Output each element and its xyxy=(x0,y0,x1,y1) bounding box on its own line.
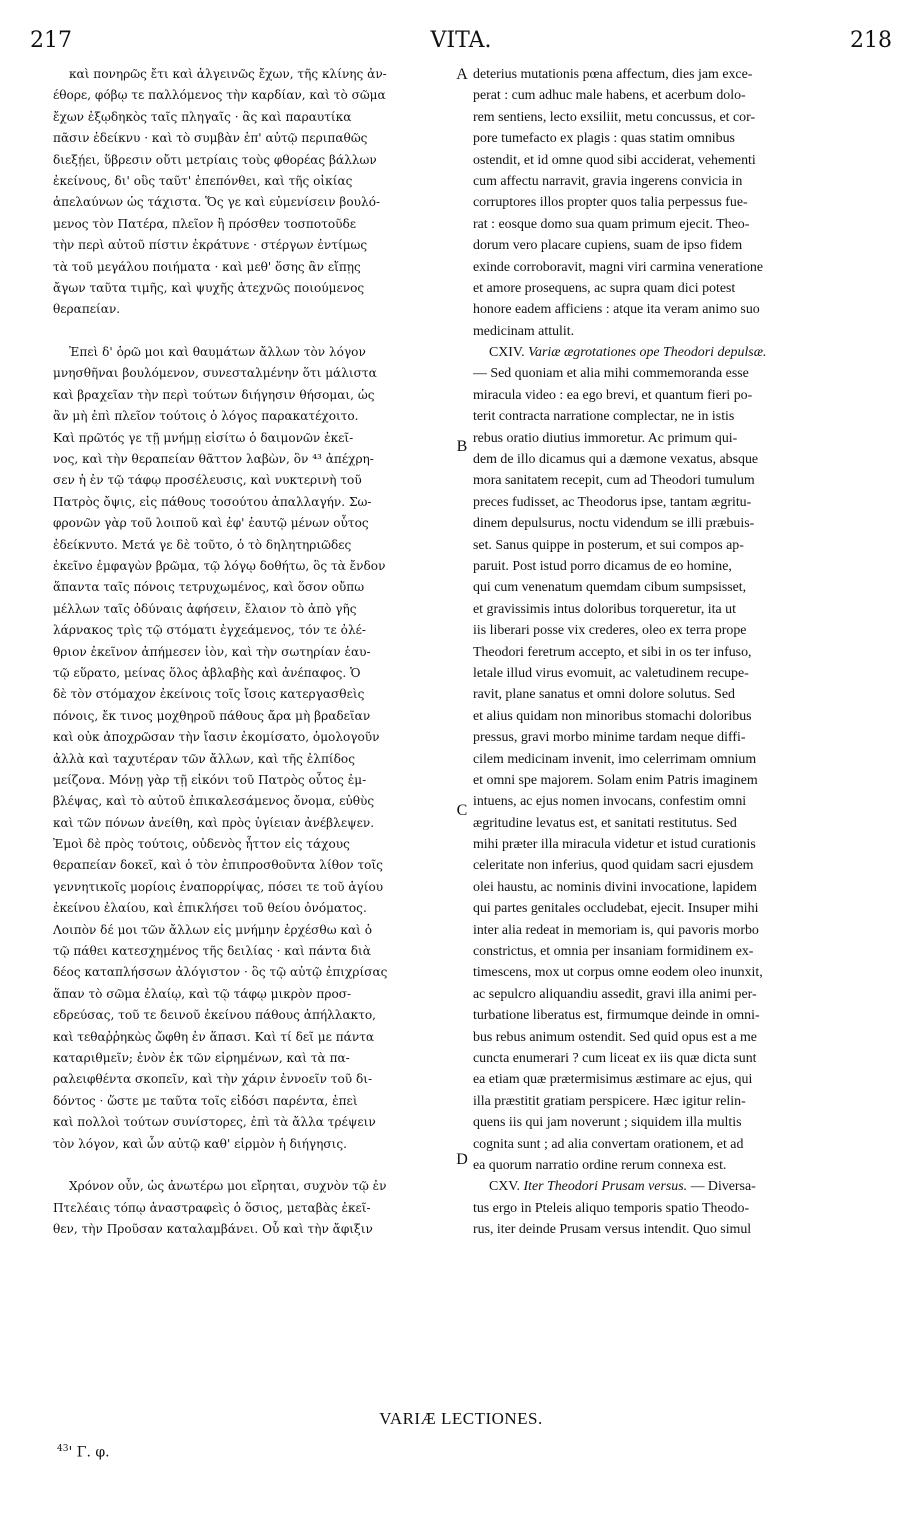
greek-text-line: ἐκείνους, δι' οὓς ταῦτ' ἐπεπόνθει, καὶ τῆς οἰκίας xyxy=(53,173,353,188)
latin-text-line: dem de illo dicamus qui a dæmone vexatus, absque xyxy=(473,452,759,468)
latin-text-line: qui partes genitales occludebat, ejecit. Insuper mihi xyxy=(473,901,759,917)
latin-text-line: cum affectu narravit, gravia ingerens convicia in xyxy=(473,173,743,189)
latin-text-line: ac sepulcro aliquandiu assedit, gravi illa animi per- xyxy=(473,986,757,1002)
greek-text-line: Πατρὸς ὄψις, εἰς πάθους τοσούτου ἀπαλλαγήν. Σω- xyxy=(53,494,372,509)
latin-text-line: ravit, plane sanatus et omni dolore solutus. Sed xyxy=(473,687,735,703)
greek-text-line: σεν ἡ ἐν τῷ τάφῳ προσέλευσις, καὶ νυκτερινὴ τοῦ xyxy=(53,473,362,488)
footnote-number: 43 xyxy=(57,1444,69,1454)
greek-text-line: ἐκεῖνο ἐμφαγὼν βρῶμα, τῷ λόγῳ δοθήτω, ὃς τὰ ἔνδον xyxy=(53,558,386,573)
greek-text-line: πόνοις, ἔκ τινος μοχθηροῦ πάθους ἄρα μὴ βραδεῖαν xyxy=(53,708,371,723)
greek-text-line: δόντος · ὥστε με ταῦτα τοῖς εἰδόσι παρέντα, ἐπεὶ xyxy=(53,1093,358,1108)
latin-text-line: Theodori feretrum accepto, et sibi in os ter infuso, xyxy=(473,644,752,660)
latin-text-line: inter alia redeat in memoriam is, qui pavoris morbo xyxy=(473,922,759,938)
greek-text-line: Ἐμοὶ δὲ πρὸς τούτοις, οὐδενὸς ἧττον εἰς τάχους xyxy=(53,837,350,852)
latin-text-line: mora sanitatem recepit, cum ad Theodori tumulum xyxy=(473,473,755,489)
latin-text-line: cuncta enumerari ? cum liceat ex iis quæ dicta sunt xyxy=(473,1050,757,1066)
latin-text-line: perat : cum adhuc male habens, et acerbum dolo- xyxy=(473,88,746,104)
greek-text-line: ἀπελαύνων ὡς τάχιστα. Ὅς γε καὶ εὐμενίσειν βουλό- xyxy=(53,195,381,210)
latin-text-line: tus ergo in Pteleis aliquo temporis spatio Theodo- xyxy=(473,1200,750,1216)
latin-text-line: miracula video : ea ego brevi, et quantum fieri po- xyxy=(473,387,753,403)
page-number-left: 217 xyxy=(30,28,72,53)
greek-text-line: ἀλλὰ καὶ ταχυτέραν τῶν ἄλλων, καὶ τῆς ἐλπίδος xyxy=(53,751,355,766)
greek-text-line: θριον ἐκεῖνον ἀπήμεσεν ἰὸν, καὶ τὴν σωτηρίαν ἑαυ- xyxy=(53,644,371,659)
latin-text-line: et gravissimis intus doloribus torqueretur, ita ut xyxy=(473,601,736,617)
latin-text-line: turbatione liberatus est, firmumque deinde in omni- xyxy=(473,1008,760,1024)
latin-text-line: pressus, gravi morbo minime tardam neque diffi- xyxy=(473,730,746,746)
running-title: VITA. xyxy=(430,28,492,53)
greek-text-column xyxy=(53,64,450,1240)
latin-text-line xyxy=(473,342,895,363)
greek-text-line: τὴν περὶ αὐτοῦ πίστιν ἐκράτυνε · στέργων ἐντίμως xyxy=(53,238,368,253)
greek-text-line: τὰ τοῦ μεγάλου ποιήματα · καὶ μεθ' ὅσης ἂν εἴπῃς xyxy=(53,259,361,274)
chapter-number: CXIV. xyxy=(489,345,529,361)
latin-text-line: iis liberari posse vix crederes, oleo ex terra prope xyxy=(473,623,747,639)
latin-text-line: rebus oratio diutius immoretur. Ac primum qui- xyxy=(473,430,738,446)
chapter-title: Variæ ægrotationes ope Theodori depulsæ. xyxy=(528,345,767,361)
greek-text-line: Λοιπὸν δέ μοι τῶν ἄλλων εἰς μνήμην ἐρχέσθω καὶ ὁ xyxy=(53,922,373,937)
latin-text-line: ægritudine levatus est, et sanitati restitutus. Sed xyxy=(473,815,737,831)
section-marker: C xyxy=(456,802,468,820)
chapter-number: CXV. xyxy=(489,1179,524,1195)
greek-text-line: Πτελέαις τόπῳ ἀναστραφεὶς ὁ ὅσιος, μεταβὰς ἐκεῖ- xyxy=(53,1200,371,1215)
latin-text-line: cognita sunt ; ad alia convertam orationem, et ad xyxy=(473,1136,744,1152)
greek-text-line: γεννητικοῖς μορίοις ἐναπορρίψας, πόσει τε τοῦ ἁγίου xyxy=(53,879,384,894)
greek-text-line: μείζονα. Μόνῃ γὰρ τῇ εἰκόνι τοῦ Πατρὸς οὗτος ἐμ- xyxy=(53,772,367,787)
greek-text-line: καταριθμεῖν; ἐνὸν ἐκ τῶν εἰρημένων, καὶ τὰ πα- xyxy=(53,1050,350,1065)
greek-text-line: καὶ πονηρῶς ἔτι καὶ ἀλγεινῶς ἔχων, τῆς κλίνης ἀν- xyxy=(69,67,387,81)
chapter-text: — Diversa- xyxy=(687,1179,756,1195)
greek-text-line: καὶ τῶν πόνων ἀνείθη, καὶ πρὸς ὑγίειαν ἀνέβλεψεν. xyxy=(53,815,375,830)
latin-text-line: honore eadem afficiens : atque ita veram animo suo xyxy=(473,302,760,318)
greek-text-line: ἔχων ἐξῳδηκὸς ταῖς πληγαῖς · ἃς καὶ παραυτίκα xyxy=(53,109,352,124)
greek-text-line: καὶ οὐκ ἀποχρῶσαν τὴν ἴασιν ἐκομίσατο, ὁμολογοῦν xyxy=(53,730,380,745)
latin-text-line: intuens, ac ejus nomen invocans, confestim omni xyxy=(473,794,747,810)
paragraph-gap xyxy=(53,1155,450,1176)
greek-text-line: ἅπαν τὸ σῶμα ἐλαίῳ, καὶ τῷ τάφῳ μικρὸν προσ- xyxy=(53,986,352,1001)
greek-text-line: θεν, τὴν Προῦσαν καταλαμβάνει. Οὗ καὶ τὴν ἄφιξιν xyxy=(53,1222,373,1237)
latin-text-line: qui cum venenatum quemdam cibum sumpsisset, xyxy=(473,580,747,596)
greek-text-line: Χρόνον οὖν, ὡς ἀνωτέρω μοι εἴρηται, συχνὸν τῷ ἐν xyxy=(69,1179,387,1194)
variae-lectiones-heading: VARIÆ LECTIONES. xyxy=(379,1409,543,1428)
greek-text-line: θεραπείαν δοκεῖ, καὶ ὁ τὸν ἐπιπροσθοῦντα λίθον τοῖς xyxy=(53,858,383,873)
section-marker: A xyxy=(456,66,468,83)
greek-text-line: ραλειφθέντα σκοπεῖν, καὶ τὴν χάριν ἐννοεῖν τοῦ δι- xyxy=(53,1072,373,1087)
latin-text-line: dinem depulsurus, noctu videndum se illi præbuis- xyxy=(473,516,755,532)
latin-text-line: ea quorum narratio ordine rerum connexa est. xyxy=(473,1157,727,1173)
greek-text-line: καὶ πολλοὶ τούτων συνίστορες, ἐπὶ τὰ ἄλλα τρέψειν xyxy=(53,1115,376,1130)
latin-text-line: deterius mutationis pœna affectum, dies jam exce- xyxy=(473,67,753,82)
greek-text-line: Καὶ πρῶτός γε τῇ μνήμῃ εἰσίτω ὁ δαιμονῶν ἐκεῖ- xyxy=(53,430,354,445)
footnote-sep: ' xyxy=(68,1444,77,1461)
page-header xyxy=(30,28,892,62)
greek-text-line: εδρεύσας, τοῦ τε δεινοῦ ἐκείνου πάθους ἀπήλλακτο, xyxy=(53,1008,377,1023)
latin-text-line: bus rebus animum ostendit. Sed quid opus est a me xyxy=(473,1029,757,1045)
greek-text-line: φρονῶν γὰρ τοῦ λοιποῦ καὶ ἐφ' ἑαυτῷ μένων οὗτος xyxy=(53,516,369,531)
latin-text-line: illa præstitit gratiam perspicere. Hæc igitur relin- xyxy=(473,1093,746,1109)
latin-text-line: paruit. Post istud porro dicamus de eo homine, xyxy=(473,558,732,574)
latin-text-column xyxy=(473,64,895,1240)
greek-text-line: μνησθῆναι βουλόμενον, συνεσταλμένην ὅτι μάλιστα xyxy=(53,366,377,381)
latin-text-line: preces fudisset, ac Theodorus ipse, tantam ægritu- xyxy=(473,494,752,510)
latin-text-line: mihi præter illa miracula videtur et istud curationis xyxy=(473,837,756,853)
greek-text-line: βλέψας, καὶ τὸ αὐτοῦ ἐπικαλεσάμενος ὄνομα, εὐθὺς xyxy=(53,794,375,809)
greek-text-line: λάρνακος τρὶς τῷ στόματι ἐγχεάμενος, τόν τε ὀλέ- xyxy=(53,623,366,638)
latin-text-line: terit contracta narratione complectar, ne in istis xyxy=(473,409,735,425)
latin-text-line: medicinam attulit. xyxy=(473,323,575,339)
greek-text-line: μενος τὸν Πατέρα, πλεῖον ἢ πρόσθεν τοσποτοῦδε xyxy=(53,216,357,231)
latin-text-line: cilem medicinam invenit, imo celerrimam omnium xyxy=(473,751,757,767)
greek-text-line: ἐκείνου ἐλαίου, καὶ ἐπικλήσει τοῦ θείου ὀνόματος. xyxy=(53,901,367,916)
latin-text-line: dorum vero placare cupiens, suam de ipso fidem xyxy=(473,238,743,254)
latin-text-line: ea etiam quæ prætermisimus æstimare ac ejus, qui xyxy=(473,1072,753,1088)
latin-text-line: pore tumefacto ex plagis : quas statim omnibus xyxy=(473,131,735,147)
footnote-text: Γ. φ. xyxy=(76,1444,110,1461)
section-marker: D xyxy=(456,1150,468,1168)
greek-text-line: ἄγων ταῦτα τιμῆς, καὶ ψυχῆς ἀτεχνῶς ποιούμενος xyxy=(53,280,365,295)
latin-text-line: olei haustu, ac nominis divini invocatione, lapidem xyxy=(473,879,757,895)
greek-text-line: ἅπαντα ταῖς πόνοις τετρυχωμένος, καὶ ὅσον οὔπω xyxy=(53,580,365,595)
greek-text-line: πᾶσιν ἐδείκνυ · καὶ τὸ συμβὰν ἐπ' αὐτῷ περιπαθῶς xyxy=(53,131,368,146)
footnote xyxy=(57,1444,110,1461)
greek-text-line: καὶ βραχεῖαν τὴν περὶ τούτων διήγησιν θήσομαι, ὡς xyxy=(53,387,375,402)
greek-text-line: νος, καὶ τὴν θεραπείαν θᾶττον λαβὼν, ὃν ⁴³ ἀπέχρη- xyxy=(53,452,374,467)
greek-text-line: ἐδείκνυτο. Μετά γε δὲ τοῦτο, ὁ τὸ δηλητηριῶδες xyxy=(53,537,352,552)
greek-text-line: τῷ εὕρατο, μείνας ὅλος ἀβλαβὴς καὶ ἀνέπαφος. Ὁ xyxy=(53,665,361,680)
latin-text-line: et amore prosequens, ac supra quam dici potest xyxy=(473,280,736,296)
section-marker: B xyxy=(456,438,468,456)
greek-text-line: έθορε, φόβῳ τε παλλόμενος τὴν καρδίαν, καὶ τὸ σῶμα xyxy=(53,88,386,103)
latin-text-line: quens iis qui jam noverunt ; siquidem illa multis xyxy=(473,1115,742,1131)
chapter-title: Iter Theodori Prusam versus. xyxy=(523,1179,688,1195)
latin-text-line: letale illud virus evomuit, ac valetudinem recupe- xyxy=(473,665,749,681)
latin-text-line: celeritate non inferius, quod quidam sacri ejusdem xyxy=(473,858,754,874)
latin-text-line: set. Sanus quippe in posterum, et sui compos ap- xyxy=(473,537,744,553)
latin-text-line: ostendit, et id omne quod sibi acciderat, vehementi xyxy=(473,152,756,168)
greek-text-line: μέλλων ταῖς ὀδύναις ἀφήσειν, ἔλαιον τὸ ἀπὸ γῆς xyxy=(53,601,357,616)
greek-text-line: διεξῄει, ὕβρεσιν οὔτι μετρίαις τοὺς φθορέας βάλλων xyxy=(53,152,377,167)
latin-text-line xyxy=(473,1176,895,1197)
greek-text-line: Ἐπεὶ δ' ὁρῶ μοι καὶ θαυμάτων ἄλλων τὸν λόγον xyxy=(69,345,366,360)
page-number-right: 218 xyxy=(850,28,892,53)
latin-text-line: — Sed quoniam et alia mihi commemoranda esse xyxy=(473,366,749,382)
latin-text-line: rus, iter deinde Prusam versus intendit. Quo simul xyxy=(473,1222,752,1238)
latin-text-line: constrictus, et omnia per insaniam formidinem ex- xyxy=(473,944,754,960)
latin-text-line: rat : eosque domo sua quam primum ejecit. Theo- xyxy=(473,216,750,232)
greek-text-line: τὸν λόγον, καὶ ὧν αὐτῷ καθ' εἱρμὸν ἡ διήγησις. xyxy=(53,1136,348,1151)
paragraph-gap xyxy=(53,321,450,342)
greek-text-line: δὲ τὸν στόμαχον ἐκείνοις τοῖς ἴσοις κατεργασθεὶς xyxy=(53,687,365,702)
latin-text-line: corruptores illos propter quos talia perpessus fue- xyxy=(473,195,748,211)
greek-text-line: θεραπείαν. xyxy=(53,302,121,317)
greek-text-line: τῷ πάθει κατεσχημένος τῆς δειλίας · καὶ πάντα διὰ xyxy=(53,944,371,959)
latin-text-line: rem sentiens, lecto exsiliit, metu concussus, et cor- xyxy=(473,109,756,125)
latin-text-line: et alius quidam non minoribus stomachi doloribus xyxy=(473,708,752,724)
greek-text-line: δέος καταπλήσσων ἀλόγιστον · ὃς τῷ αὐτῷ ἐπιχρίσας xyxy=(53,965,388,980)
greek-text-line: ἂν μὴ ἐπὶ πλεῖον τούτοις ὁ λόγος παρακατέχοιτο. xyxy=(53,409,359,424)
greek-text-line: καὶ τεθαῤῥηκὼς ὤφθη ἐν ἅπασι. Καὶ τί δεῖ με πάντα xyxy=(53,1029,375,1044)
latin-text-line: et omni spe majorem. Solam enim Patris imaginem xyxy=(473,772,758,788)
latin-text-line: exinde corroboravit, magni viri carmina veneratione xyxy=(473,259,764,275)
latin-text-line: timescens, mox ut corpus omne eodem oleo inunxit, xyxy=(473,965,763,981)
